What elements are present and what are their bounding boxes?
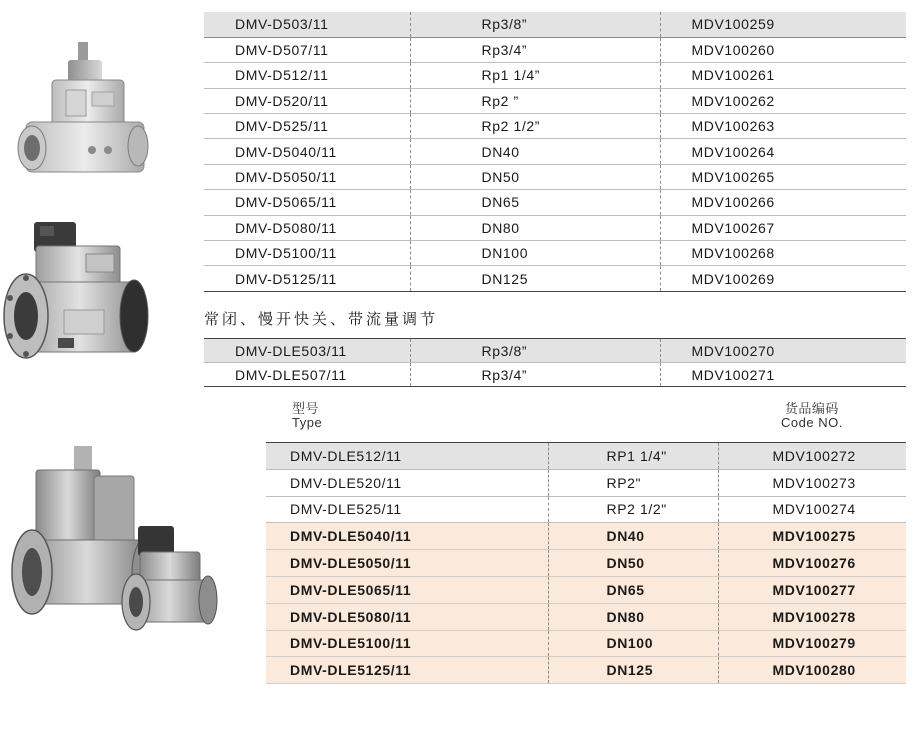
connection-cell: DN65 [410,190,660,215]
dmv-dle-table-bottom [266,442,906,684]
model-cell: DMV-D5050/11 [204,164,410,189]
code-cell: MDV100265 [660,164,906,189]
model-cell: DMV-D5040/11 [204,139,410,164]
model-cell: DMV-D5125/11 [204,266,410,291]
connection-cell: DN100 [548,630,718,657]
model-cell: DMV-DLE5065/11 [266,576,548,603]
connection-cell: DN125 [548,657,718,684]
table-row [204,139,906,164]
connection-cell: Rp3/8” [410,12,660,37]
code-header-cn: 货品编码 [784,401,839,416]
model-cell: DMV-DLE507/11 [204,363,410,387]
table-row [204,164,906,189]
code-cell: MDV100270 [660,339,906,363]
connection-cell: Rp2 1/2” [410,114,660,139]
table-row [266,443,906,470]
model-cell: DMV-DLE5050/11 [266,550,548,577]
code-cell: MDV100261 [660,63,906,88]
model-cell: DMV-D525/11 [204,114,410,139]
code-header-en: Code NO. [781,415,843,430]
model-cell: DMV-D5100/11 [204,241,410,266]
code-cell: MDV100274 [718,496,906,523]
connection-cell: DN80 [548,603,718,630]
model-cell: DMV-DLE5125/11 [266,657,548,684]
connection-cell: Rp3/4” [410,363,660,387]
table-row [266,550,906,577]
code-cell: MDV100271 [660,363,906,387]
code-cell: MDV100264 [660,139,906,164]
valve-threaded-photo [8,38,156,186]
model-cell: DMV-D5065/11 [204,190,410,215]
connection-cell: DN125 [410,266,660,291]
connection-cell: DN40 [410,139,660,164]
connection-cell: DN50 [410,164,660,189]
section-subtitle: 常闭、慢开快关、带流量调节 [204,310,439,328]
code-cell: MDV100273 [718,469,906,496]
table-row [204,37,906,62]
code-cell: MDV100280 [718,657,906,684]
code-cell: MDV100276 [718,550,906,577]
table-row [266,576,906,603]
code-cell: MDV100277 [718,576,906,603]
connection-cell: Rp1 1/4” [410,63,660,88]
model-cell: DMV-D507/11 [204,37,410,62]
code-cell: MDV100267 [660,215,906,240]
type-header-cn: 型号 [292,401,320,416]
model-cell: DMV-DLE5080/11 [266,603,548,630]
table-row [204,215,906,240]
model-cell: DMV-DLE520/11 [266,469,548,496]
code-cell: MDV100269 [660,266,906,291]
table-row [266,496,906,523]
table-row [204,114,906,139]
table-row [266,630,906,657]
connection-cell: RP1 1/4" [548,443,718,470]
connection-cell: DN80 [410,215,660,240]
model-cell: DMV-D503/11 [204,12,410,37]
code-cell: MDV100275 [718,523,906,550]
table-row [266,469,906,496]
model-cell: DMV-D520/11 [204,88,410,113]
table-row [204,266,906,291]
connection-cell: DN65 [548,576,718,603]
model-cell: DMV-DLE525/11 [266,496,548,523]
model-cell: DMV-DLE5100/11 [266,630,548,657]
code-cell: MDV100272 [718,443,906,470]
code-cell: MDV100260 [660,37,906,62]
dmv-d-table [204,12,906,292]
code-cell: MDV100279 [718,630,906,657]
code-cell: MDV100263 [660,114,906,139]
table-row [266,657,906,684]
model-cell: DMV-DLE503/11 [204,339,410,363]
code-cell: MDV100259 [660,12,906,37]
connection-cell: RP2" [548,469,718,496]
code-cell: MDV100266 [660,190,906,215]
type-header-en: Type [292,415,323,430]
dmv-dle-table-top [204,338,906,387]
code-column-header [781,402,843,430]
model-cell: DMV-D5080/11 [204,215,410,240]
code-cell: MDV100268 [660,241,906,266]
connection-cell: RP2 1/2" [548,496,718,523]
table-row [204,88,906,113]
table-row [266,523,906,550]
valve-pair-photo [8,440,220,636]
connection-cell: DN50 [548,550,718,577]
table-row [204,363,906,387]
model-cell: DMV-D512/11 [204,63,410,88]
connection-cell: DN100 [410,241,660,266]
model-cell: DMV-DLE5040/11 [266,523,548,550]
table-row [204,63,906,88]
code-cell: MDV100278 [718,603,906,630]
connection-cell: Rp2 ” [410,88,660,113]
type-column-header [292,402,322,430]
table-row [204,12,906,37]
valve-flanged-photo [0,218,164,368]
table-row [204,241,906,266]
connection-cell: Rp3/8” [410,339,660,363]
code-cell: MDV100262 [660,88,906,113]
model-cell: DMV-DLE512/11 [266,443,548,470]
connection-cell: DN40 [548,523,718,550]
table-row [204,190,906,215]
table-row [266,603,906,630]
connection-cell: Rp3/4” [410,37,660,62]
table-row [204,339,906,363]
